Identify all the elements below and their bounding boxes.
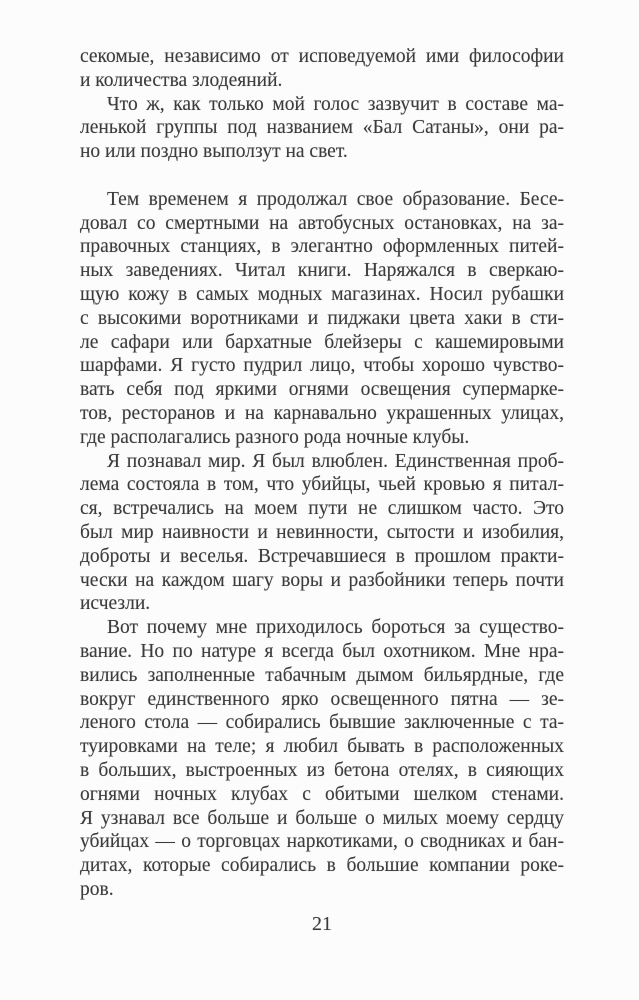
text-line: секомые, независимо от исповедуемой ими философии xyxy=(80,46,564,67)
text-line: огнями ночных клубах с обитыми шелком стенами. xyxy=(80,783,564,805)
text-line: Я познавал мир. Я был влюблен. Единственная проб- xyxy=(107,450,564,472)
text-line: доброты и веселья. Встречавшиеся в прошлом практи- xyxy=(80,545,564,567)
text-line: вились заполненные табачным дымом бильярдные, где xyxy=(80,664,564,686)
text-line: и количества злодеяний. xyxy=(80,69,283,91)
text-line: правочных станциях, в элегантно оформленных питей- xyxy=(80,236,564,258)
text-line: где располагались разного рода ночные клубы. xyxy=(80,426,470,448)
paragraph xyxy=(80,450,564,617)
text-line: тов, ресторанов и на карнавально украшенных улицах, xyxy=(80,402,564,424)
page-number: 21 xyxy=(312,913,332,935)
text-line: в больших, выстроенных из бетона отелях, в сияющих xyxy=(80,759,564,781)
text-line: дитах, которые собирались в большие компании роке- xyxy=(80,855,564,877)
text-line: вать себя под яркими огнями освещения супермарке- xyxy=(80,379,564,401)
paragraph-continuation xyxy=(80,45,564,93)
text-line: ленькой группы под названием «Бал Сатаны», они ра- xyxy=(80,117,564,139)
text-line: с высокими воротниками и пиджаки цвета хаки в сти- xyxy=(80,307,564,329)
text-line: Вот почему мне приходилось бороться за существо- xyxy=(107,617,564,639)
paragraph xyxy=(80,616,564,902)
text-line: туировками на теле; я любил бывать в расположенных xyxy=(80,736,564,758)
paragraph-after-section-break xyxy=(80,188,564,450)
text-line: шарфами. Я густо пудрил лицо, чтобы хорошо чувство- xyxy=(80,355,564,377)
text-line: был мир наивности и невинности, сытости и изобилия, xyxy=(80,521,564,543)
text-line: ных заведениях. Читал книги. Наряжался в сверкаю- xyxy=(80,260,564,282)
text-line: довал со смертными на автобусных остановках, на за- xyxy=(80,212,564,234)
text-line: убийцах — о торговцах наркотиками, о сводниках и бан- xyxy=(80,831,564,853)
text-line: Я узнавал все больше и больше о милых моему сердцу xyxy=(80,807,564,829)
paragraph xyxy=(80,93,564,164)
text-line: исчезли. xyxy=(80,593,151,615)
text-line: чески на каждом шагу воры и разбойники теперь почти xyxy=(80,569,564,591)
text-line: вокруг единственного ярко освещенного пятна — зе- xyxy=(80,688,564,710)
text-line: но или поздно выползут на свет. xyxy=(80,141,348,163)
text-line: Тем временем я продолжал свое образование. Бесе- xyxy=(107,188,564,210)
text-line: вание. Но по натуре я всегда был охотником. Мне нра- xyxy=(80,640,564,662)
text-line: ле сафари или бархатные блейзеры с кашемировыми xyxy=(80,331,564,353)
text-line: Что ж, как только мой голос зазвучит в составе ма- xyxy=(107,93,564,115)
text-line: щую кожу в самых модных магазинах. Носил рубашки xyxy=(80,283,564,305)
text-line: ров. xyxy=(80,878,114,900)
page-text-block xyxy=(80,45,564,902)
text-line: ся, встречались на моем пути не слишком часто. Это xyxy=(80,498,564,520)
text-line: леного стола — собирались бывшие заключенные с та- xyxy=(80,712,564,734)
text-line: лема состояла в том, что убийцы, чьей кровью я питал- xyxy=(80,474,564,496)
